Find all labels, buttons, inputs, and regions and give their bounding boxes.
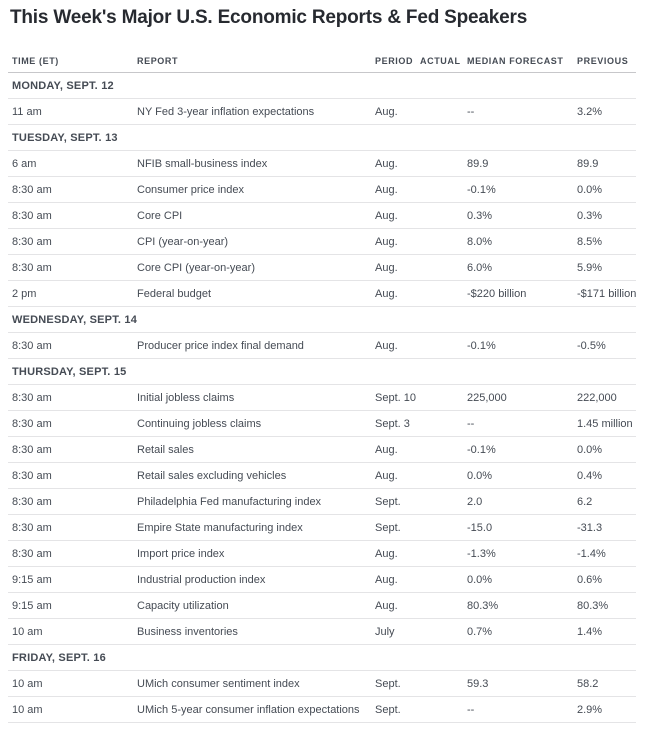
median-forecast-cell: -0.1% bbox=[467, 339, 496, 352]
table-row bbox=[8, 177, 636, 203]
median-forecast-cell: 89.9 bbox=[467, 157, 489, 170]
previous-cell: 1.4% bbox=[577, 625, 603, 638]
time-cell: 8:30 am bbox=[12, 339, 52, 352]
previous-cell: -31.3 bbox=[577, 521, 603, 534]
median-forecast-cell: -$220 billion bbox=[467, 287, 527, 300]
median-forecast-cell: 0.3% bbox=[467, 209, 493, 222]
period-cell: Aug. bbox=[375, 105, 398, 118]
previous-cell: 0.3% bbox=[577, 209, 603, 222]
report-cell: Federal budget bbox=[137, 287, 211, 300]
day-header-row bbox=[8, 359, 636, 385]
median-forecast-cell: 225,000 bbox=[467, 391, 507, 404]
period-cell: Sept. 3 bbox=[375, 417, 410, 430]
report-cell: Retail sales bbox=[137, 443, 194, 456]
table-body bbox=[8, 73, 636, 723]
day-header-row bbox=[8, 645, 636, 671]
day-header-row bbox=[8, 73, 636, 99]
report-cell: Import price index bbox=[137, 547, 225, 560]
report-cell: UMich consumer sentiment index bbox=[137, 677, 300, 690]
period-cell: Aug. bbox=[375, 599, 398, 612]
period-cell: Sept. bbox=[375, 521, 401, 534]
time-cell: 8:30 am bbox=[12, 391, 52, 404]
day-header-row bbox=[8, 125, 636, 151]
median-forecast-cell: 2.0 bbox=[467, 495, 483, 508]
time-cell: 8:30 am bbox=[12, 183, 52, 196]
day-label: TUESDAY, SEPT. 13 bbox=[12, 131, 118, 144]
period-cell: Aug. bbox=[375, 209, 398, 222]
time-cell: 8:30 am bbox=[12, 209, 52, 222]
median-forecast-cell: -- bbox=[467, 417, 475, 430]
day-label: MONDAY, SEPT. 12 bbox=[12, 79, 114, 92]
median-forecast-cell: 0.7% bbox=[467, 625, 493, 638]
table-row bbox=[8, 255, 636, 281]
median-forecast-cell: 0.0% bbox=[467, 573, 493, 586]
page-title: This Week's Major U.S. Economic Reports & Fed Speakers bbox=[10, 7, 528, 28]
time-cell: 8:30 am bbox=[12, 469, 52, 482]
time-cell: 8:30 am bbox=[12, 443, 52, 456]
table-row bbox=[8, 567, 636, 593]
time-cell: 9:15 am bbox=[12, 573, 52, 586]
time-cell: 8:30 am bbox=[12, 235, 52, 248]
previous-cell: 0.0% bbox=[577, 443, 603, 456]
median-forecast-cell: 80.3% bbox=[467, 599, 499, 612]
table-row bbox=[8, 411, 636, 437]
time-cell: 8:30 am bbox=[12, 521, 52, 534]
previous-cell: -0.5% bbox=[577, 339, 606, 352]
column-header-report: REPORT bbox=[137, 56, 179, 66]
column-header-period: PERIOD bbox=[375, 56, 414, 66]
table-row bbox=[8, 99, 636, 125]
table-row bbox=[8, 541, 636, 567]
table-row bbox=[8, 151, 636, 177]
report-cell: Empire State manufacturing index bbox=[137, 521, 303, 534]
previous-cell: 3.2% bbox=[577, 105, 603, 118]
period-cell: Sept. 10 bbox=[375, 391, 416, 404]
period-cell: Sept. bbox=[375, 677, 401, 690]
period-cell: Aug. bbox=[375, 287, 398, 300]
report-cell: Producer price index final demand bbox=[137, 339, 304, 352]
time-cell: 8:30 am bbox=[12, 417, 52, 430]
table-row bbox=[8, 489, 636, 515]
previous-cell: 6.2 bbox=[577, 495, 593, 508]
previous-cell: 1.45 million bbox=[577, 417, 633, 430]
report-cell: Capacity utilization bbox=[137, 599, 229, 612]
time-cell: 8:30 am bbox=[12, 547, 52, 560]
median-forecast-cell: 6.0% bbox=[467, 261, 493, 274]
previous-cell: 80.3% bbox=[577, 599, 609, 612]
report-cell: Continuing jobless claims bbox=[137, 417, 262, 430]
column-header-median-forecast: MEDIAN FORECAST bbox=[467, 56, 564, 66]
table-row bbox=[8, 515, 636, 541]
report-cell: Core CPI bbox=[137, 209, 183, 222]
column-header-previous: PREVIOUS bbox=[577, 56, 629, 66]
day-label: WEDNESDAY, SEPT. 14 bbox=[12, 313, 138, 326]
table-header-row bbox=[8, 50, 636, 73]
time-cell: 10 am bbox=[12, 625, 43, 638]
report-cell: NY Fed 3-year inflation expectations bbox=[137, 105, 315, 118]
report-cell: Consumer price index bbox=[137, 183, 244, 196]
previous-cell: -1.4% bbox=[577, 547, 606, 560]
table-row bbox=[8, 385, 636, 411]
previous-cell: 222,000 bbox=[577, 391, 617, 404]
previous-cell: 58.2 bbox=[577, 677, 599, 690]
table-row bbox=[8, 463, 636, 489]
time-cell: 2 pm bbox=[12, 287, 37, 300]
median-forecast-cell: -0.1% bbox=[467, 183, 496, 196]
period-cell: Aug. bbox=[375, 235, 398, 248]
report-cell: Initial jobless claims bbox=[137, 391, 235, 404]
report-cell: Business inventories bbox=[137, 625, 238, 638]
report-cell: UMich 5-year consumer inflation expectations bbox=[137, 703, 360, 716]
table-row bbox=[8, 203, 636, 229]
previous-cell: 0.0% bbox=[577, 183, 603, 196]
column-header-time: TIME (ET) bbox=[12, 56, 59, 66]
period-cell: Aug. bbox=[375, 183, 398, 196]
time-cell: 10 am bbox=[12, 677, 43, 690]
median-forecast-cell: 8.0% bbox=[467, 235, 493, 248]
reports-table bbox=[8, 50, 636, 723]
median-forecast-cell: -- bbox=[467, 703, 475, 716]
table-row bbox=[8, 281, 636, 307]
column-header-actual: ACTUAL bbox=[420, 56, 461, 66]
period-cell: Aug. bbox=[375, 547, 398, 560]
median-forecast-cell: -1.3% bbox=[467, 547, 496, 560]
day-header-row bbox=[8, 307, 636, 333]
period-cell: Sept. bbox=[375, 495, 401, 508]
time-cell: 6 am bbox=[12, 157, 37, 170]
previous-cell: 8.5% bbox=[577, 235, 603, 248]
period-cell: Aug. bbox=[375, 339, 398, 352]
previous-cell: 0.4% bbox=[577, 469, 603, 482]
time-cell: 10 am bbox=[12, 703, 43, 716]
median-forecast-cell: -0.1% bbox=[467, 443, 496, 456]
table-row bbox=[8, 437, 636, 463]
previous-cell: 5.9% bbox=[577, 261, 603, 274]
period-cell: Aug. bbox=[375, 157, 398, 170]
period-cell: Aug. bbox=[375, 469, 398, 482]
report-cell: Industrial production index bbox=[137, 573, 266, 586]
previous-cell: -$171 billion bbox=[577, 287, 636, 300]
report-cell: Retail sales excluding vehicles bbox=[137, 469, 287, 482]
report-cell: Core CPI (year-on-year) bbox=[137, 261, 255, 274]
period-cell: Aug. bbox=[375, 573, 398, 586]
report-cell: NFIB small-business index bbox=[137, 157, 268, 170]
report-cell: Philadelphia Fed manufacturing index bbox=[137, 495, 322, 508]
median-forecast-cell: 59.3 bbox=[467, 677, 489, 690]
table-row bbox=[8, 619, 636, 645]
table-row bbox=[8, 697, 636, 723]
period-cell: July bbox=[375, 625, 395, 638]
economic-calendar bbox=[8, 7, 636, 723]
period-cell: Aug. bbox=[375, 443, 398, 456]
time-cell: 8:30 am bbox=[12, 261, 52, 274]
median-forecast-cell: -- bbox=[467, 105, 475, 118]
time-cell: 9:15 am bbox=[12, 599, 52, 612]
median-forecast-cell: 0.0% bbox=[467, 469, 493, 482]
previous-cell: 0.6% bbox=[577, 573, 603, 586]
previous-cell: 89.9 bbox=[577, 157, 599, 170]
table-row bbox=[8, 671, 636, 697]
day-label: THURSDAY, SEPT. 15 bbox=[12, 365, 127, 378]
time-cell: 8:30 am bbox=[12, 495, 52, 508]
period-cell: Aug. bbox=[375, 261, 398, 274]
table-row bbox=[8, 593, 636, 619]
time-cell: 11 am bbox=[12, 105, 42, 118]
median-forecast-cell: -15.0 bbox=[467, 521, 493, 534]
table-row bbox=[8, 229, 636, 255]
day-label: FRIDAY, SEPT. 16 bbox=[12, 651, 106, 664]
report-cell: CPI (year-on-year) bbox=[137, 235, 229, 248]
period-cell: Sept. bbox=[375, 703, 401, 716]
previous-cell: 2.9% bbox=[577, 703, 603, 716]
table-row bbox=[8, 333, 636, 359]
